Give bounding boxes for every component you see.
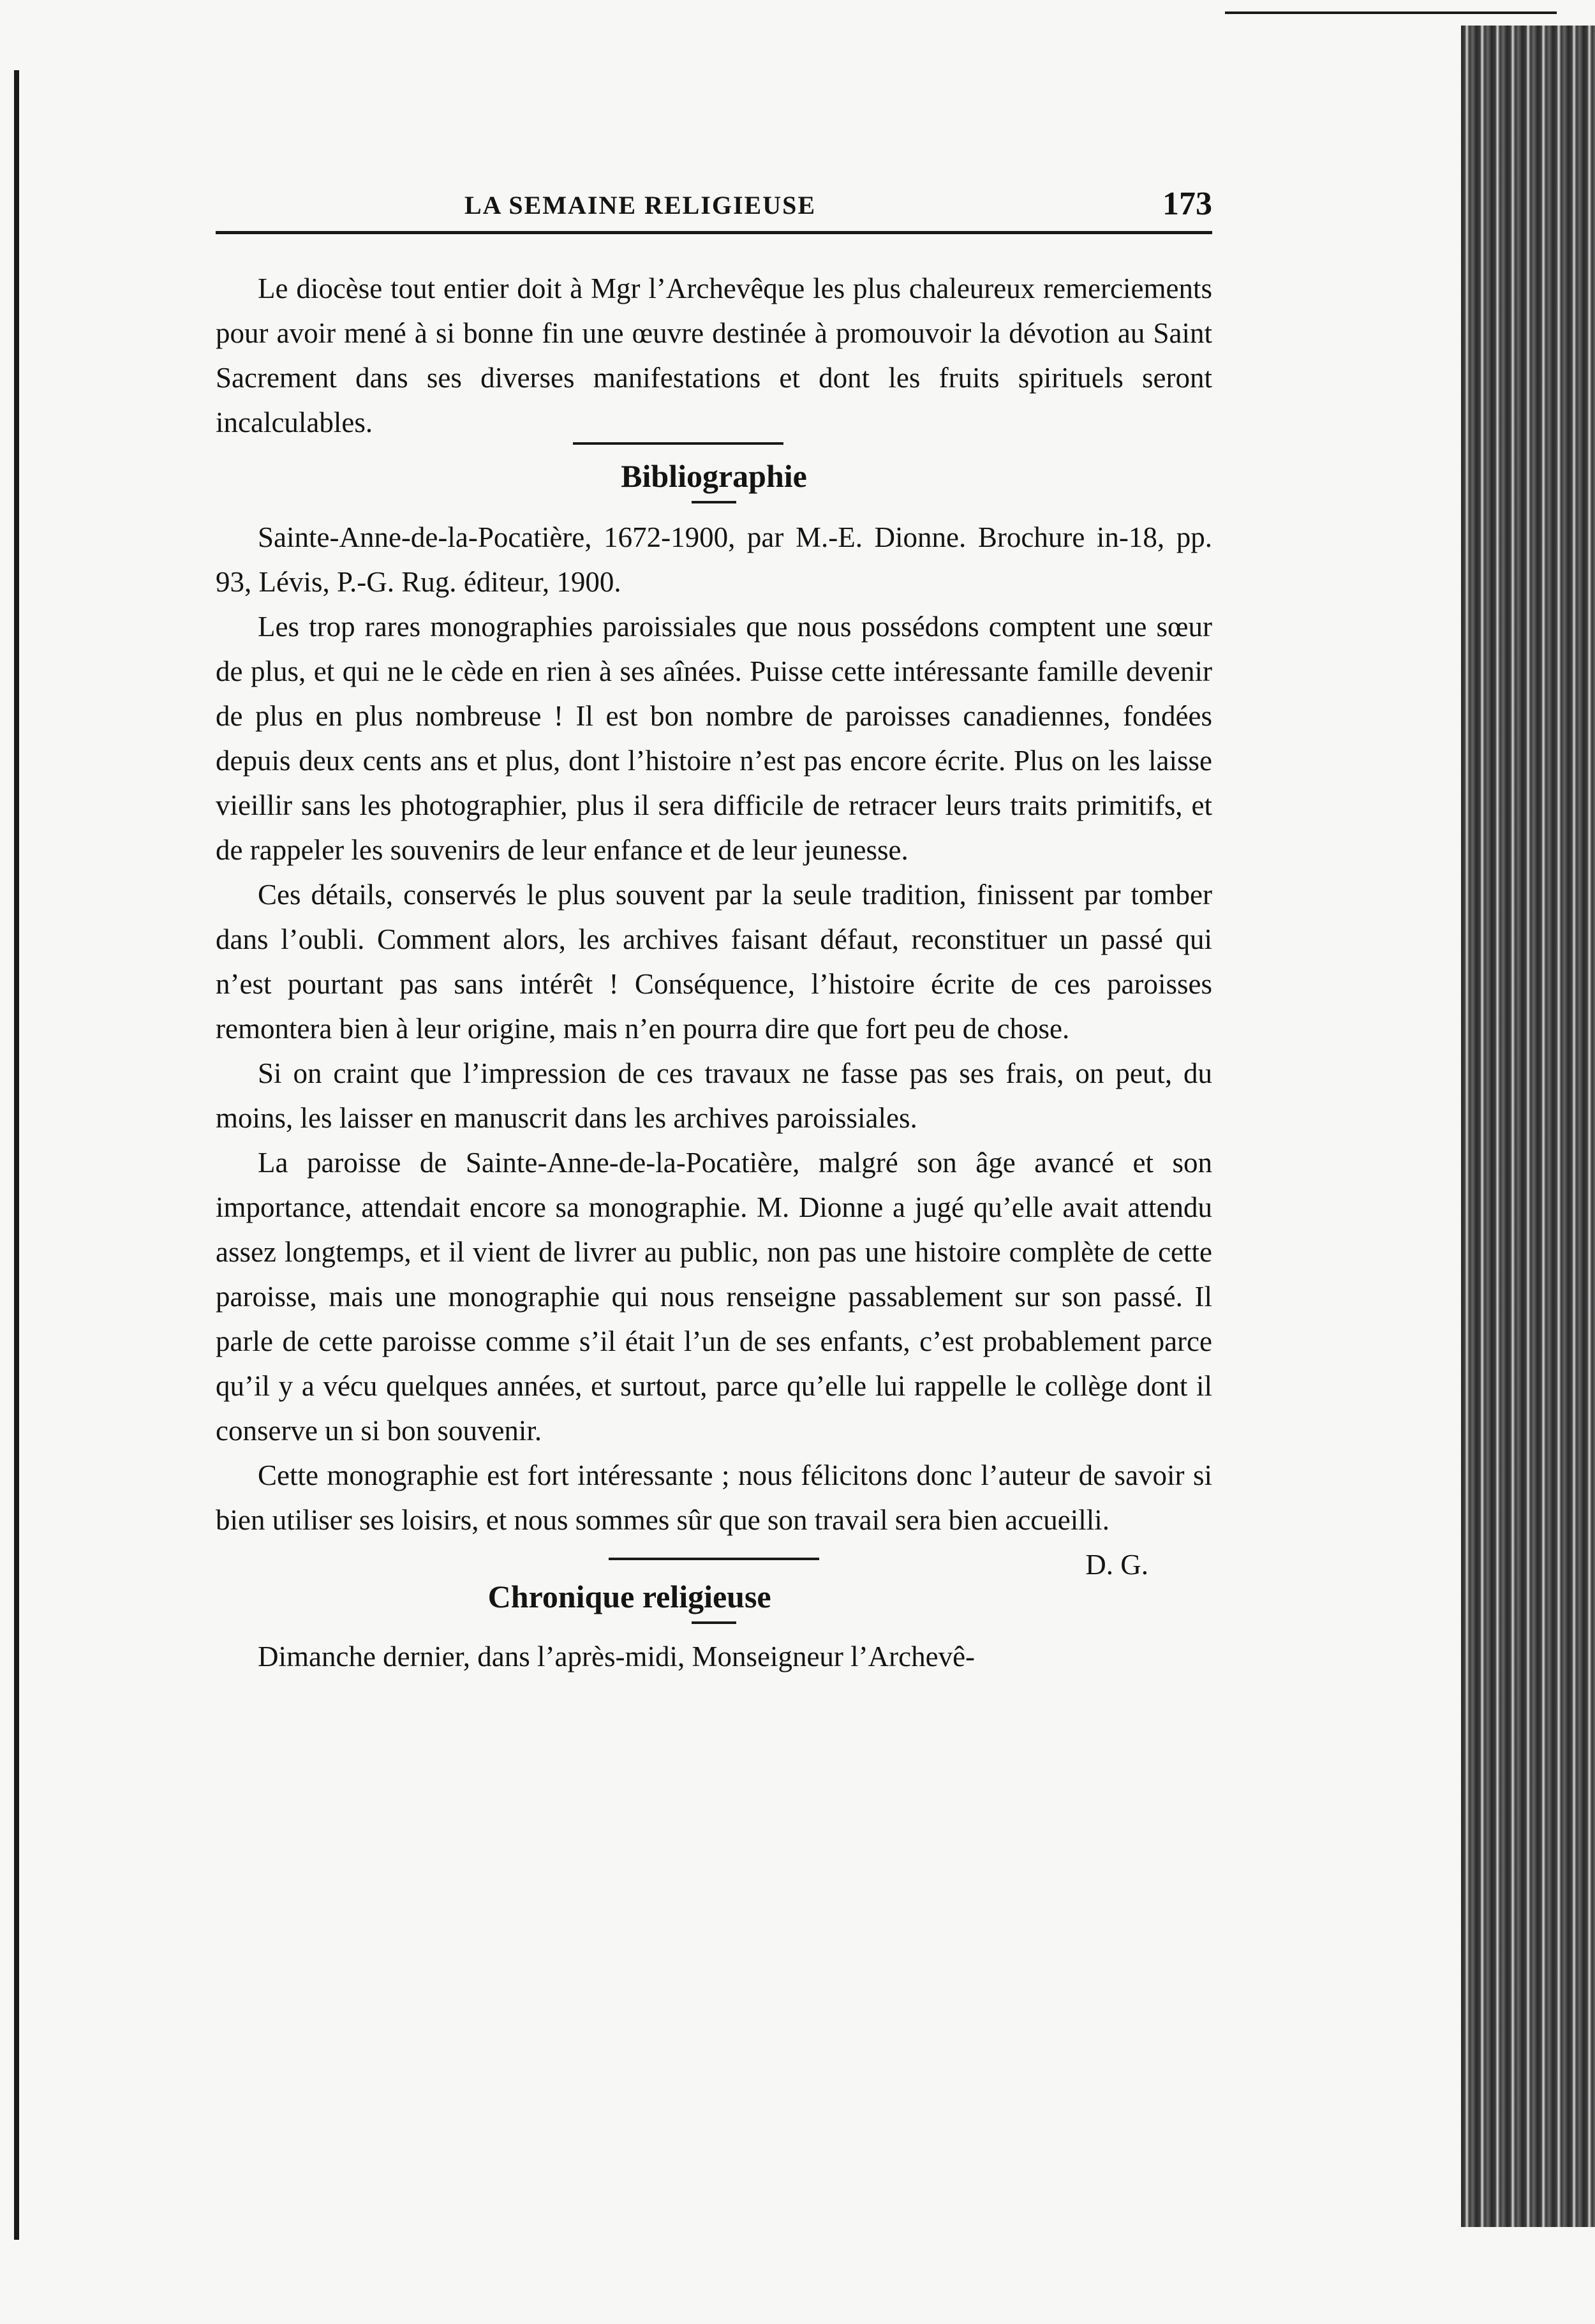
- bibliography-paragraph-4: La paroisse de Sainte-Anne-de-la-Pocatière, malgré son âge avancé et son importance, attendait encore sa monographie. M. Dionne a jugé qu’elle avait attendu assez longtemps, et il vient de livrer au public, non pas une histoire complète de cette paroisse, mais une monographie qui nous renseigne passablement sur son passé. Il parle de cette paroisse comme s’il était l’un de ses enfants, c’est probablement parce qu’il y a vécu quelques années, et surtout, parce qu’elle lui rappelle le collège dont il conserve un si bon souvenir.: [216, 1147, 1212, 1447]
- bibliography-paragraph-1: Les trop rares monographies paroissiales que nous possédons comptent une sœur de plus, et qui ne le cède en rien à ses aînées. Puisse cette intéressante famille devenir de plus en plus nombreuse ! Il est bon nombre de paroisses canadiennes, fondées depuis deux cents ans et plus, dont l’histoire n’est pas encore écrite. Plus on les laisse vieillir sans les photographier, plus il sera difficile de retracer leurs traits primitifs, et de rappeler les souvenirs de leur enfance et de leur jeunesse.: [216, 611, 1212, 866]
- running-header: [216, 185, 1212, 234]
- heading-rule: [692, 1621, 736, 1624]
- heading-rule: [692, 501, 736, 503]
- chronique-heading: Chronique religieuse: [487, 1579, 771, 1614]
- section-separator: [609, 1558, 819, 1560]
- section-separator: [573, 442, 783, 445]
- scan-left-edge: [14, 70, 19, 2240]
- bibliography-reference: Sainte-Anne-de-la-Pocatière, 1672-1900, par M.-E. Dionne. Brochure in-18, pp. 93, Lévis, P.-G. Rug. éditeur, 1900.: [216, 521, 1212, 598]
- bibliography-closing: [216, 1453, 1212, 1581]
- bibliographie-heading: Bibliographie: [621, 458, 807, 494]
- page-content: [216, 185, 1212, 1679]
- bibliography-paragraph-3: Si on craint que l’impression de ces travaux ne fasse pas ses frais, on peut, du moins, les laisser en manuscrit dans les archives paroissiales.: [216, 1057, 1212, 1134]
- signature: D. G.: [1085, 1549, 1148, 1581]
- journal-title: LA SEMAINE RELIGIEUSE: [464, 191, 817, 220]
- scan-top-edge: [1225, 11, 1557, 14]
- page-number: 173: [1162, 186, 1212, 222]
- intro-paragraph: Le diocèse tout entier doit à Mgr l’Archevêque les plus chaleureux remerciements pour avoir mené à si bonne fin une œuvre destinée à promouvoir la dévotion au Saint Sacrement dans ses diverses manifestations et dont les fruits spirituels seront incalculables.: [216, 272, 1212, 438]
- closing-text: Cette monographie est fort intéressante ; nous félicitons donc l’auteur de savoir si bien utiliser ses loisirs, et nous sommes sûr que son travail sera bien accueilli.: [216, 1459, 1212, 1536]
- bibliography-paragraph-2: Ces détails, conservés le plus souvent par la seule tradition, finissent par tomber dans l’oubli. Comment alors, les archives faisant défaut, reconstituer un passé qui n’est pourtant pas sans intérêt ! Conséquence, l’histoire écrite de ces paroisses remontera bien à leur origine, mais n’en pourra dire que fort peu de chose.: [216, 879, 1212, 1045]
- scan-right-edge: [1461, 26, 1595, 2227]
- chronique-text: Dimanche dernier, dans l’après-midi, Monseigneur l’Archevê-: [258, 1641, 976, 1672]
